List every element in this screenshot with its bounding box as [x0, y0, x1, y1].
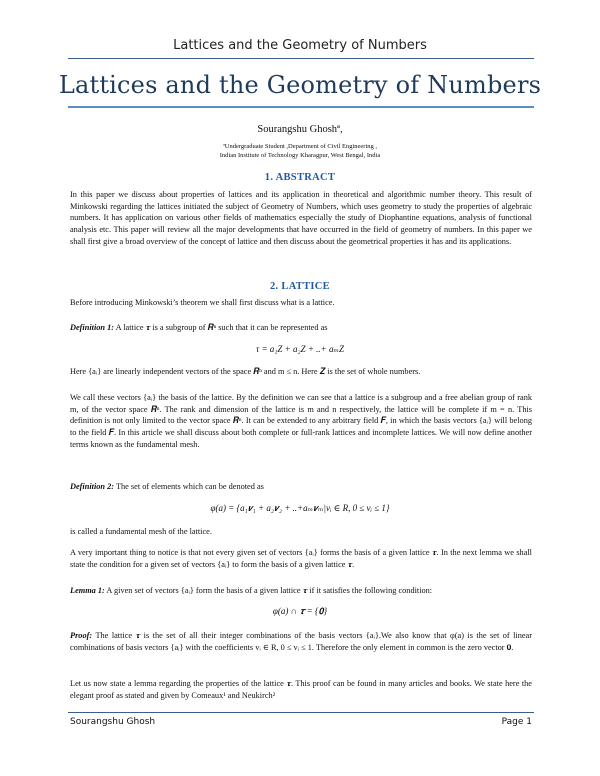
- definition-2-text: The set of elements which can be denoted as: [114, 482, 264, 491]
- equation-fundamental-mesh: φ(a) = {a₁𝒗₁ + a₂𝒗₂ + ..+aₘ𝒗ₘ|vᵢ ∈ R, 0 ≤ vᵢ ≤ 1}: [210, 503, 390, 513]
- proof-label: Proof:: [70, 631, 93, 640]
- definition-2: [70, 481, 532, 493]
- definition-1-text: A lattice 𝝉 is a subgroup of 𝑹ⁿ such that it can be represented as: [114, 323, 328, 332]
- affiliation-line-1: ªUndergraduate Student ,Department of Civil Engineering ,: [222, 143, 378, 150]
- here-paragraph: [70, 366, 532, 378]
- here-text: Here {aᵢ} are linearly independent vectors of the space 𝑹ⁿ and m ≤ n. Here 𝒁 is the set of whole numbers.: [70, 367, 421, 376]
- basis-text: We call these vectors {aᵢ} the basis of the lattice. By the definition we can see that a lattice is a subgroup and a free abelian group of rank m, of the vector space 𝑹ⁿ. The rank and dimension of the lattice is m and n respectively, the lattice will be complete if m = n. This definition is not only limited to the vector space 𝑹ⁿ. It can be extended to any arbitrary field 𝑭, in which the basis vectors {aᵢ} will belong to the field 𝑭. In this article we shall discuss about both complete or full-rank lattices and incomplete lattices. We will now define another terms known as the fundamental mesh.: [70, 393, 532, 449]
- mesh-paragraph: [70, 526, 532, 538]
- header-rule: [68, 58, 534, 59]
- important-text: A very important thing to notice is that not every given set of vectors {aᵢ} forms the basis of a given lattice 𝝉. In the next lemma we shall state the condition for a given set of vectors {aᵢ} to form the basis of a given lattice 𝝉.: [70, 548, 532, 569]
- lemma-1-label: Lemma 1:: [70, 586, 105, 595]
- important-paragraph: [70, 547, 532, 570]
- intro-paragraph: [70, 297, 532, 309]
- definition-1-label: Definition 1:: [70, 323, 115, 332]
- definition-2-label: Definition 2:: [70, 482, 115, 491]
- running-header: Lattices and the Geometry of Numbers: [173, 38, 427, 53]
- definition-1: [70, 322, 532, 334]
- abstract-text: In this paper we discuss about properties of lattices and its application in theoretical and algorithmic number theory. This result of Minkowski regarding the lattices initiated the subject of Geometry of Numbers, which uses geometry to study the properties of algebraic numbers. It has application on various other fields of mathematics especially the study of Diophantine equations, analysis of functional analysis etc. This paper will review all the major developments that have occurred in the field of geometry of numbers. In this paper we shall first give a broad overview of the concept of lattice and then discuss about the geometrical properties it has and its applications.: [70, 190, 532, 246]
- lemma-statement-paragraph: [70, 678, 532, 701]
- basis-paragraph: [70, 392, 532, 451]
- lemma-1: [70, 585, 532, 597]
- affiliation-line-2: Indian Institute of Technology Kharagpur, West Bengal, India: [219, 152, 381, 159]
- proof-text: The lattice 𝝉 is the set of all their integer combinations of the basis vectors {aᵢ}.We also know that φ(a) is the set of linear combinations of basis vectors {aᵢ} with the coefficients vᵢ ∈ R, 0 ≤ vᵢ ≤ 1. Therefore the only element in common is the zero vector 𝟎.: [70, 631, 532, 652]
- footer-rule: [68, 712, 534, 713]
- intro-text: Before introducing Minkowski’s theorem we shall first discuss what is a lattice.: [70, 298, 335, 307]
- page-number: Page 1: [501, 717, 532, 727]
- abstract-paragraph: [70, 189, 532, 248]
- equation-lattice: τ = a₁Z + a₂Z + ..+ aₘZ: [255, 344, 345, 354]
- lemma-statement-text: Let us now state a lemma regarding the properties of the lattice 𝝉. This proof can be found in many articles and books. We state here the elegant proof as stated and given by Comeaux¹ and Neukirch²: [70, 679, 532, 700]
- footer-author: Sourangshu Ghosh: [70, 717, 156, 727]
- mesh-text: is called a fundamental mesh of the lattice.: [70, 527, 212, 536]
- proof-paragraph: [70, 630, 532, 653]
- lattice-heading: 2. LATTICE: [270, 281, 330, 292]
- equation-lemma: φ(a) ∩ 𝝉 = {𝟎}: [272, 606, 328, 616]
- paper-title: Lattices and the Geometry of Numbers: [58, 71, 542, 99]
- abstract-heading: 1. ABSTRACT: [264, 172, 336, 183]
- lemma-1-text: A given set of vectors {aᵢ} form the basis of a given lattice 𝝉 if it satisfies the following condition:: [104, 586, 433, 595]
- author-name: Sourangshu Ghoshª,: [257, 124, 343, 135]
- title-rule: [68, 106, 534, 108]
